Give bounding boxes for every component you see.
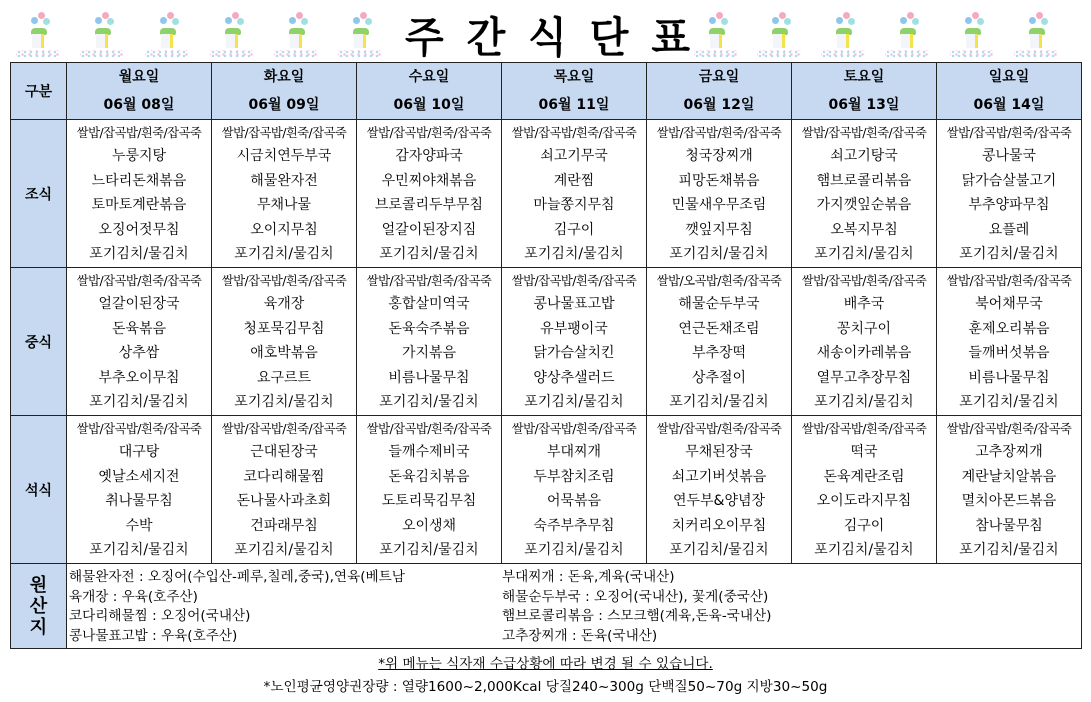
menu-cell [792, 416, 937, 564]
staple-item: 쌀밥/잡곡밥/흰죽/잡곡죽 [76, 421, 202, 437]
meal-row-dinner [11, 416, 1082, 564]
flower-pot-icon [817, 8, 869, 62]
title-char: 주 [405, 13, 444, 62]
origin-item: 해물완자전 : 오징어(수입산-페루,칠레,중국),연육(베트남 [69, 569, 405, 585]
title-char: 간 [466, 13, 506, 62]
day-date: 06월 12일 [683, 97, 755, 113]
menu-cell [502, 416, 647, 564]
origin-label-char: 지 [29, 616, 48, 638]
menu-cell [502, 268, 647, 416]
dish-item: 계란찜 [553, 172, 595, 189]
day-name: 화요일 [263, 69, 305, 85]
dish-item: 옛날소세지전 [98, 468, 180, 485]
dish-item: 참나물무침 [975, 517, 1043, 534]
flower-pot-icon [12, 8, 64, 62]
dish-item: 토마토계란볶음 [91, 197, 187, 214]
nutrition-notice: *노인평균영양권장량 : 열량1600~2,000Kcal 당질240~300g 단백질50~70g 지방30~50g [263, 679, 828, 695]
origin-list-right [502, 568, 771, 646]
flower-pot-icon [946, 8, 998, 62]
dish-item: 깻잎지무침 [685, 221, 753, 238]
weekly-menu-table [10, 62, 1082, 649]
day-name: 일요일 [988, 69, 1030, 85]
dish-item: 피망돈채볶음 [678, 172, 760, 189]
menu-cell [937, 268, 1082, 416]
dish-item: 새송이카레볶음 [816, 345, 912, 362]
staple-item: 쌀밥/잡곡밥/흰죽/잡곡죽 [801, 273, 927, 289]
dish-item: 무채나물 [256, 197, 312, 214]
dish-item: 포기김치/물김치 [959, 542, 1059, 559]
staple-item: 쌀밥/잡곡밥/흰죽/잡곡죽 [656, 421, 782, 437]
dish-item: 포기김치/물김치 [379, 394, 479, 411]
origin-item: 콩나물표고밥 : 우육(호주산) [69, 627, 238, 644]
day-header-tue [212, 63, 357, 120]
dish-item: 포기김치/물김치 [814, 246, 914, 263]
origin-label-char: 원 [29, 574, 48, 596]
dish-item: 포기김치/물김치 [234, 246, 334, 263]
dish-item: 쇠고기무국 [540, 148, 608, 165]
origin-row [11, 564, 1082, 649]
day-header-fri [647, 63, 792, 120]
menu-cell [67, 120, 212, 268]
dish-item: 느타리돈채볶음 [91, 172, 187, 189]
meal-row-breakfast [11, 120, 1082, 268]
dish-item: 누룽지탕 [111, 148, 167, 165]
menu-cell [357, 120, 502, 268]
day-date: 06월 09일 [248, 97, 320, 113]
dish-item: 수박 [125, 517, 153, 534]
dish-item: 쇠고기탕국 [830, 148, 898, 165]
origin-item: 해물순두부국 : 오징어(국내산), 꽃게(중국산) [502, 588, 769, 605]
category-header: 구분 [11, 63, 67, 120]
dish-item: 포기김치/물김치 [524, 394, 624, 411]
staple-item: 쌀밥/잡곡밥/흰죽/잡곡죽 [946, 273, 1072, 289]
staple-item: 쌀밥/잡곡밥/흰죽/잡곡죽 [366, 421, 492, 437]
page-title [405, 6, 690, 62]
origin-item: 고추장찌개 : 돈육(국내산) [502, 627, 658, 644]
flower-pot-icon [1010, 8, 1062, 62]
dish-item: 얼갈이된장지짐 [381, 221, 477, 238]
title-char: 식 [528, 13, 567, 62]
day-date: 06월 08일 [103, 97, 175, 113]
dish-item: 가지깻잎순볶음 [816, 197, 912, 214]
dish-item: 포기김치/물김치 [524, 246, 624, 263]
dish-item: 포기김치/물김치 [379, 246, 479, 263]
dish-item: 오이생채 [401, 517, 457, 534]
dish-item: 어묵볶음 [546, 493, 602, 510]
menu-cell [647, 416, 792, 564]
dish-item: 애호박볶음 [250, 345, 318, 362]
dish-item: 콩나물표고밥 [533, 296, 615, 313]
flower-pot-icon [270, 8, 322, 62]
dish-item: 북어채무국 [975, 296, 1043, 313]
flower-pot-icon [334, 8, 386, 62]
dish-item: 부추양파무침 [968, 197, 1050, 214]
flower-pot-icon [206, 8, 258, 62]
dish-item: 요구르트 [256, 369, 312, 386]
flower-pot-icon [141, 8, 193, 62]
meal-row-lunch [11, 268, 1082, 416]
dish-item: 해물완자전 [250, 172, 318, 189]
origin-label [11, 564, 67, 649]
day-date: 06월 14일 [973, 97, 1045, 113]
staple-item: 쌀밥/잡곡밥/흰죽/잡곡죽 [511, 125, 637, 141]
dish-item: 포기김치/물김치 [669, 246, 769, 263]
day-header-mon [67, 63, 212, 120]
staple-item: 쌀밥/잡곡밥/흰죽/잡곡죽 [946, 125, 1072, 141]
dish-item: 포기김치/물김치 [669, 542, 769, 559]
staple-item: 쌀밥/잡곡밥/흰죽/잡곡죽 [221, 273, 347, 289]
dish-item: 포기김치/물김치 [234, 394, 334, 411]
dish-item: 연두부&양념장 [672, 493, 766, 510]
dish-item: 부대찌개 [546, 444, 602, 461]
dish-item: 부추장떡 [691, 345, 747, 362]
menu-cell [212, 268, 357, 416]
dish-item: 양상추샐러드 [533, 369, 615, 386]
dish-item: 유부팽이국 [540, 320, 608, 337]
dish-item: 민물새우무조림 [671, 197, 767, 214]
day-name: 월요일 [118, 69, 160, 85]
staple-item: 쌀밥/잡곡밥/흰죽/잡곡죽 [801, 125, 927, 141]
dish-item: 오징어젓무침 [98, 221, 180, 238]
dish-item: 건파래무침 [250, 517, 318, 534]
origin-item: 햄브로콜리볶음 : 스모크햄(계육,돈육-국내산) [502, 608, 772, 624]
dish-item: 우민찌야채볶음 [381, 172, 477, 189]
dish-item: 포기김치/물김치 [814, 542, 914, 559]
dish-item: 청국장찌개 [685, 148, 753, 165]
dish-item: 고추장찌개 [975, 444, 1043, 461]
flower-pot-icon [76, 8, 128, 62]
title-char: 단 [589, 13, 629, 62]
dish-item: 브로콜리두부무침 [374, 197, 484, 214]
menu-cell [937, 416, 1082, 564]
dish-item: 숙주부추무침 [533, 517, 615, 534]
staple-item: 쌀밥/잡곡밥/흰죽/잡곡죽 [656, 125, 782, 141]
dish-item: 떡국 [850, 444, 878, 461]
dish-item: 오이지무침 [250, 221, 318, 238]
dish-item: 포기김치/물김치 [379, 542, 479, 559]
dish-item: 시금치연두부국 [236, 148, 332, 165]
dish-item: 포기김치/물김치 [234, 542, 334, 559]
day-header-thu [502, 63, 647, 120]
menu-cell [792, 120, 937, 268]
day-name: 수요일 [408, 69, 450, 85]
flower-pot-icon [753, 8, 805, 62]
dish-item: 홍합살미역국 [388, 296, 470, 313]
menu-cell [67, 416, 212, 564]
dish-item: 오복지무침 [830, 221, 898, 238]
dish-item: 콩나물국 [981, 148, 1037, 165]
origin-details [67, 564, 1082, 649]
staple-item: 쌀밥/잡곡밥/흰죽/잡곡죽 [76, 273, 202, 289]
header-row [11, 63, 1082, 120]
dish-item: 부추오이무침 [98, 369, 180, 386]
staple-item: 쌀밥/잡곡밥/흰죽/잡곡죽 [221, 125, 347, 141]
staple-item: 쌀밥/잡곡밥/흰죽/잡곡죽 [511, 421, 637, 437]
day-header-sun [937, 63, 1082, 120]
staple-item: 쌀밥/잡곡밥/흰죽/잡곡죽 [76, 125, 202, 141]
day-date: 06월 11일 [538, 97, 610, 113]
menu-cell [937, 120, 1082, 268]
day-header-wed [357, 63, 502, 120]
menu-cell [67, 268, 212, 416]
menu-cell [212, 120, 357, 268]
dish-item: 근대된장국 [250, 444, 318, 461]
dish-item: 김구이 [843, 517, 885, 534]
dish-item: 비름나물무침 [388, 369, 470, 386]
dish-item: 포기김치/물김치 [959, 246, 1059, 263]
dish-item: 훈제오리볶음 [968, 320, 1050, 337]
dish-item: 돈육볶음 [111, 320, 167, 337]
dish-item: 포기김치/물김치 [524, 542, 624, 559]
dish-item: 돈나물사과초회 [236, 493, 332, 510]
dish-item: 돈육숙주볶음 [388, 320, 470, 337]
dish-item: 닭가슴살불고기 [961, 172, 1057, 189]
dish-item: 무채된장국 [685, 444, 753, 461]
menu-cell [357, 416, 502, 564]
staple-item: 쌀밥/오곡밥/흰죽/잡곡죽 [656, 273, 782, 289]
staple-item: 쌀밥/잡곡밥/흰죽/잡곡죽 [366, 125, 492, 141]
dish-item: 포기김치/물김치 [959, 394, 1059, 411]
day-date: 06월 13일 [828, 97, 900, 113]
dish-item: 감자양파국 [395, 148, 463, 165]
dish-item: 비름나물무침 [968, 369, 1050, 386]
dish-item: 열무고추장무침 [816, 369, 912, 386]
dish-item: 포기김치/물김치 [89, 246, 189, 263]
staple-item: 쌀밥/잡곡밥/흰죽/잡곡죽 [511, 273, 637, 289]
day-name: 금요일 [698, 69, 740, 85]
dish-item: 오이도라지무침 [816, 493, 912, 510]
dish-item: 김구이 [553, 221, 595, 238]
dish-item: 요플레 [988, 221, 1030, 238]
dish-item: 들깨수제비국 [388, 444, 470, 461]
meal-label-dinner: 석식 [11, 416, 67, 564]
dish-item: 도토리묵김무침 [381, 493, 477, 510]
menu-cell [647, 268, 792, 416]
origin-list-left [69, 568, 405, 646]
dish-item: 꽁치구이 [836, 320, 892, 337]
dish-item: 쇠고기버섯볶음 [671, 468, 767, 485]
dish-item: 돈육김치볶음 [388, 468, 470, 485]
meal-label-breakfast: 조식 [11, 120, 67, 268]
dish-item: 취나물무침 [105, 493, 173, 510]
dish-item: 계란날치알볶음 [961, 468, 1057, 485]
title-char: 표 [651, 13, 690, 62]
dish-item: 상추쌈 [118, 345, 160, 362]
menu-cell [357, 268, 502, 416]
dish-item: 포기김치/물김치 [814, 394, 914, 411]
dish-item: 두부참치조림 [533, 468, 615, 485]
origin-item: 부대찌개 : 돈육,계육(국내산) [502, 569, 675, 585]
dish-item: 육개장 [263, 296, 305, 313]
dish-item: 연근돈채조림 [678, 320, 760, 337]
dish-item: 코다리해물찜 [243, 468, 325, 485]
flower-pot-icon [690, 8, 742, 62]
menu-cell [792, 268, 937, 416]
dish-item: 포기김치/물김치 [669, 394, 769, 411]
dish-item: 치커리오이무침 [671, 517, 767, 534]
staple-item: 쌀밥/잡곡밥/흰죽/잡곡죽 [801, 421, 927, 437]
dish-item: 대구탕 [118, 444, 160, 461]
day-name: 목요일 [553, 69, 595, 85]
origin-item: 코다리해물찜 : 오징어(국내산) [69, 608, 251, 624]
header-banner [0, 0, 1091, 62]
menu-cell [502, 120, 647, 268]
staple-item: 쌀밥/잡곡밥/흰죽/잡곡죽 [221, 421, 347, 437]
menu-cell [212, 416, 357, 564]
flower-pot-icon [881, 8, 933, 62]
dish-item: 햄브로콜리볶음 [816, 172, 912, 189]
day-date: 06월 10일 [393, 97, 465, 113]
menu-change-notice [0, 652, 1091, 672]
day-header-sat [792, 63, 937, 120]
dish-item: 얼갈이된장국 [98, 296, 180, 313]
dish-item: 돈육계란조림 [823, 468, 905, 485]
dish-item: 상추절이 [691, 369, 747, 386]
dish-item: 들깨버섯볶음 [968, 345, 1050, 362]
dish-item: 청포묵김무침 [243, 320, 325, 337]
dish-item: 배추국 [843, 296, 885, 313]
menu-cell [647, 120, 792, 268]
dish-item: 닭가슴살치킨 [533, 345, 615, 362]
menu-change-notice-text: *위 메뉴는 식자재 수급상황에 따라 변경 될 수 있습니다. [378, 656, 713, 672]
meal-label-lunch: 중식 [11, 268, 67, 416]
dish-item: 가지볶음 [401, 345, 457, 362]
dish-item: 멸치아몬드볶음 [961, 493, 1057, 510]
origin-label-char: 산 [29, 595, 48, 617]
dish-item: 포기김치/물김치 [89, 394, 189, 411]
staple-item: 쌀밥/잡곡밥/흰죽/잡곡죽 [366, 273, 492, 289]
staple-item: 쌀밥/잡곡밥/흰죽/잡곡죽 [946, 421, 1072, 437]
day-name: 토요일 [843, 69, 885, 85]
origin-item: 육개장 : 우육(호주산) [69, 588, 198, 605]
dish-item: 마늘쫑지무침 [533, 197, 615, 214]
dish-item: 포기김치/물김치 [89, 542, 189, 559]
dish-item: 해물순두부국 [678, 296, 760, 313]
